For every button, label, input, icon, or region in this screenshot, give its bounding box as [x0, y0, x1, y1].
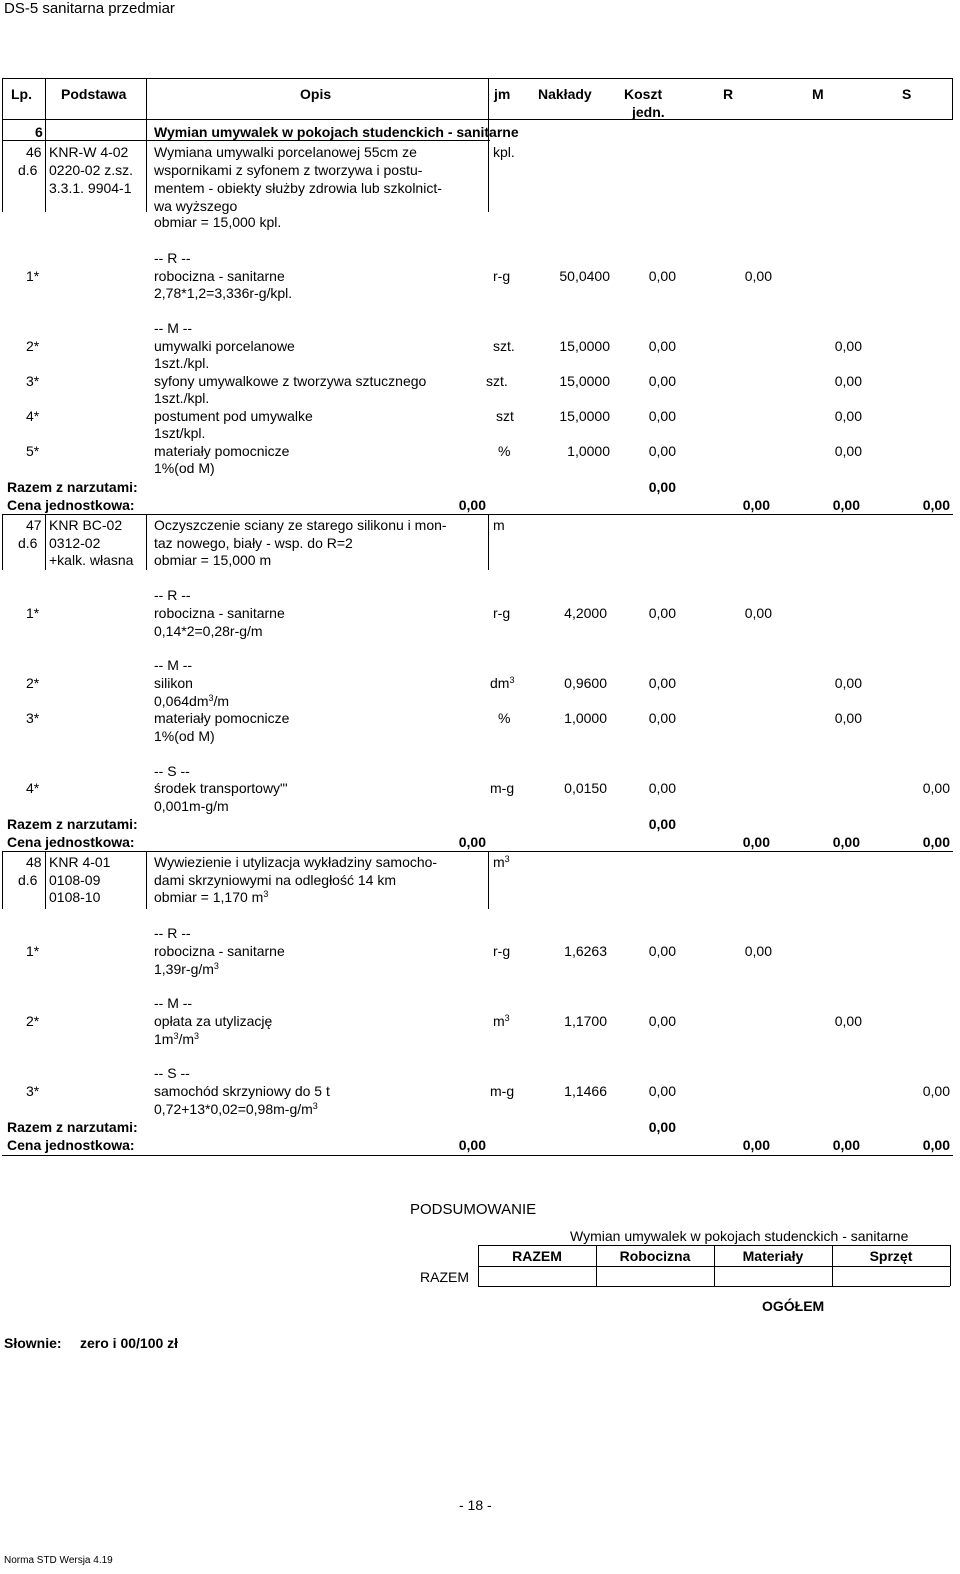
pos46-lp: 46	[26, 144, 42, 160]
pos46-r1-jm: r-g	[493, 268, 511, 284]
pos48-m2-jm: $m^3$	[493, 1013, 510, 1029]
pos47-cena-value: 0,00	[458, 834, 486, 850]
pos47-r1-norm: 0,14*2=0,28r-g/m	[154, 623, 263, 639]
pos48-m2-lp: 2*	[26, 1013, 40, 1029]
footer-version: Norma STD Wersja 4.19	[4, 1555, 113, 1566]
pos46-m2-norm: 1szt./kpl.	[154, 355, 210, 371]
pos47-razem-value: 0,00	[648, 816, 676, 832]
pos48-s3-jm: m-g	[490, 1083, 515, 1099]
pos46-m5-m: 0,00	[834, 443, 862, 459]
pos47-m-header: -- M --	[154, 657, 193, 673]
pos48-m2-naklady: 1,1700	[564, 1013, 607, 1029]
pos47-m2-lp: 2*	[26, 675, 40, 691]
pos46-r-header: -- R --	[154, 250, 191, 266]
header-opis: Opis	[300, 86, 332, 102]
pos47-m2-koszt: 0,00	[648, 675, 676, 691]
pos46-jm: kpl.	[493, 144, 515, 160]
pos47-s4-koszt: 0,00	[648, 780, 676, 796]
pos48-r1-lp: 1*	[26, 943, 40, 959]
pos47-m3-naklady: 1,0000	[564, 710, 607, 726]
pos48-cena-label: Cena jednostkowa:	[7, 1137, 135, 1153]
pos48-r1-norm: $1,39r-g/m^3$	[154, 961, 219, 977]
pos46-m3-lp: 3*	[26, 373, 40, 389]
pos46-cena-label: Cena jednostkowa:	[7, 497, 135, 513]
pos48-s3-s: 0,00	[922, 1083, 950, 1099]
pos46-obmiar: obmiar = 15,000 kpl.	[154, 214, 282, 230]
header-naklady: Nakłady	[538, 86, 592, 102]
pos47-cena-label: Cena jednostkowa:	[7, 834, 135, 850]
pos47-cena-m: 0,00	[832, 834, 860, 850]
pos46-m4-norm: 1szt/kpl.	[154, 425, 206, 441]
pos46-m4-name: postument pod umywalke	[154, 408, 313, 424]
pos48-r-header: -- R --	[154, 925, 191, 941]
header-jm: jm	[494, 86, 511, 102]
header-r: R	[723, 86, 734, 102]
pos47-r1-naklady: 4,2000	[564, 605, 607, 621]
pos46-cena-s: 0,00	[922, 497, 950, 513]
pos46-razem-value: 0,00	[648, 479, 676, 495]
summary-row-label: RAZEM	[420, 1269, 469, 1285]
pos47-cena-s: 0,00	[922, 834, 950, 850]
pos47-r1-koszt: 0,00	[648, 605, 676, 621]
pos48-podstawa-2: 0108-09	[49, 872, 101, 888]
pos46-m3-m: 0,00	[834, 373, 862, 389]
summary-col-robocizna: Robocizna	[619, 1248, 691, 1264]
header-koszt: Koszt	[624, 86, 663, 102]
pos46-m2-name: umywalki porcelanowe	[154, 338, 295, 354]
pos47-lp: 47	[26, 517, 42, 533]
pos48-podstawa-1: KNR 4-01	[49, 854, 111, 870]
pos48-s3-koszt: 0,00	[648, 1083, 676, 1099]
pos47-s4-norm: 0,001m-g/m	[154, 798, 229, 814]
pos48-cena-value: 0,00	[458, 1137, 486, 1153]
pos46-m4-koszt: 0,00	[648, 408, 676, 424]
pos48-r1-r: 0,00	[744, 943, 772, 959]
header-podstawa: Podstawa	[61, 86, 127, 102]
pos46-cena-m: 0,00	[832, 497, 860, 513]
slownie-value: zero i 00/100 zł	[80, 1335, 179, 1351]
pos46-m5-lp: 5*	[26, 443, 40, 459]
pos47-m2-norm: $0,064dm^3/m$	[154, 693, 230, 709]
pos48-jm: $m^3$	[493, 854, 510, 870]
pos46-m2-m: 0,00	[834, 338, 862, 354]
pos47-m2-naklady: 0,9600	[564, 675, 607, 691]
pos46-m5-koszt: 0,00	[648, 443, 676, 459]
pos48-cena-s: 0,00	[922, 1137, 950, 1153]
pos47-s4-jm: m-g	[490, 780, 515, 796]
pos46-podstawa-2: 0220-02 z.sz.	[49, 162, 134, 178]
pos48-s-header: -- S --	[154, 1065, 190, 1081]
pos47-cena-r: 0,00	[742, 834, 770, 850]
pos46-m3-norm: 1szt./kpl.	[154, 390, 210, 406]
pos47-podstawa-3: +kalk. własna	[49, 552, 134, 568]
pos47-podstawa-2: 0312-02	[49, 535, 101, 551]
pos48-r1-naklady: 1,6263	[564, 943, 607, 959]
pos48-m2-norm: $1m^3/m^3$	[154, 1031, 200, 1047]
page-number: - 18 -	[459, 1497, 492, 1513]
pos47-r1-jm: r-g	[493, 605, 511, 621]
pos46-m4-jm: szt	[496, 408, 514, 424]
pos46-r1-r: 0,00	[744, 268, 772, 284]
section-number: 6	[35, 124, 43, 140]
pos47-m3-jm: %	[498, 710, 511, 726]
pos46-m2-lp: 2*	[26, 338, 40, 354]
pos46-m2-jm: szt.	[493, 338, 515, 354]
pos46-m-header: -- M --	[154, 320, 193, 336]
pos47-m3-m: 0,00	[834, 710, 862, 726]
pos47-s-header: -- S --	[154, 763, 190, 779]
pos48-r1-name: robocizna - sanitarne	[154, 943, 285, 959]
pos47-s4-name: środek transportowy"'	[154, 780, 288, 796]
pos46-razem-label: Razem z narzutami:	[7, 479, 138, 495]
pos48-s3-name: samochód skrzyniowy do 5 t	[154, 1083, 330, 1099]
summary-title: PODSUMOWANIE	[410, 1201, 537, 1218]
pos46-m2-naklady: 15,0000	[559, 338, 610, 354]
pos47-opis-1: Oczyszczenie sciany ze starego silikonu i mon-	[154, 517, 447, 533]
pos46-m5-norm: 1%(od M)	[154, 460, 215, 476]
pos46-m3-jm: szt.	[486, 373, 508, 389]
pos46-r1-koszt: 0,00	[648, 268, 676, 284]
pos47-r1-lp: 1*	[26, 605, 40, 621]
pos48-m2-m: 0,00	[834, 1013, 862, 1029]
pos46-m2-koszt: 0,00	[648, 338, 676, 354]
pos48-lp: 48	[26, 854, 42, 870]
pos47-obmiar: obmiar = 15,000 m	[154, 552, 272, 568]
pos47-r-header: -- R --	[154, 587, 191, 603]
section-title: Wymian umywalek w pokojach studenckich - sanitarne	[154, 124, 519, 140]
pos46-opis-1: Wymiana umywalki porcelanowej 55cm ze	[154, 144, 417, 160]
pos48-r1-koszt: 0,00	[648, 943, 676, 959]
pos46-r1-lp: 1*	[26, 268, 40, 284]
pos46-m3-koszt: 0,00	[648, 373, 676, 389]
pos48-m2-koszt: 0,00	[648, 1013, 676, 1029]
pos48-lp-d: d.6	[18, 872, 38, 888]
summary-ogolem: OGÓŁEM	[762, 1298, 825, 1314]
pos47-m2-name: silikon	[154, 675, 193, 691]
pos47-lp-d: d.6	[18, 535, 38, 551]
pos47-m3-koszt: 0,00	[648, 710, 676, 726]
pos48-opis-1: Wywiezienie i utylizacja wykładziny samocho-	[154, 854, 438, 870]
pos46-cena-r: 0,00	[742, 497, 770, 513]
pos46-lp-d: d.6	[18, 162, 38, 178]
header-s: S	[902, 86, 912, 102]
pos48-s3-naklady: 1,1466	[564, 1083, 607, 1099]
pos47-razem-label: Razem z narzutami:	[7, 816, 138, 832]
pos46-m5-name: materiały pomocnicze	[154, 443, 290, 459]
pos48-cena-r: 0,00	[742, 1137, 770, 1153]
pos46-cena-value: 0,00	[458, 497, 486, 513]
summary-col-sprzet: Sprzęt	[869, 1248, 913, 1264]
header-koszt-jedn: jedn.	[632, 104, 665, 120]
pos47-opis-2: taz nowego, biały - wsp. do R=2	[154, 535, 353, 551]
pos48-s3-norm: $0,72+13*0,02=0,98m-g/m^3$	[154, 1101, 318, 1117]
pos47-s4-lp: 4*	[26, 780, 40, 796]
pos46-m4-m: 0,00	[834, 408, 862, 424]
pos47-r1-name: robocizna - sanitarne	[154, 605, 285, 621]
pos46-podstawa-1: KNR-W 4-02	[49, 144, 129, 160]
pos48-razem-value: 0,00	[648, 1119, 676, 1135]
pos47-m2-m: 0,00	[834, 675, 862, 691]
pos48-opis-2: dami skrzyniowymi na odległość 14 km	[154, 872, 396, 888]
pos48-m2-name: opłata za utylizację	[154, 1013, 273, 1029]
pos48-cena-m: 0,00	[832, 1137, 860, 1153]
slownie-label: Słownie:	[4, 1335, 62, 1351]
pos47-jm: m	[493, 517, 505, 533]
header-frame	[2, 78, 953, 120]
pos48-podstawa-3: 0108-10	[49, 889, 101, 905]
pos48-r1-jm: r-g	[493, 943, 511, 959]
pos46-m3-name: syfony umywalkowe z tworzywa sztucznego	[154, 373, 427, 389]
summary-section-name: Wymian umywalek w pokojach studenckich - sanitarne	[570, 1228, 909, 1244]
pos46-opis-3: mentem - obiekty służby zdrowia lub szkolnict-	[154, 180, 442, 196]
pos47-r1-r: 0,00	[744, 605, 772, 621]
pos48-m-header: -- M --	[154, 995, 193, 1011]
pos46-m4-naklady: 15,0000	[559, 408, 610, 424]
pos47-m3-norm: 1%(od M)	[154, 728, 215, 744]
pos46-r1-naklady: 50,0400	[559, 268, 610, 284]
header-m: M	[812, 86, 824, 102]
pos46-m4-lp: 4*	[26, 408, 40, 424]
pos48-obmiar: obmiar = 1,170 $m^3$	[154, 889, 269, 905]
pos48-razem-label: Razem z narzutami:	[7, 1119, 138, 1135]
summary-col-razem: RAZEM	[512, 1248, 562, 1264]
pos47-s4-naklady: 0,0150	[564, 780, 607, 796]
pos47-s4-s: 0,00	[922, 780, 950, 796]
pos46-m3-naklady: 15,0000	[559, 373, 610, 389]
pos46-opis-4: wa wyższego	[154, 198, 238, 214]
pos46-m5-naklady: 1,0000	[567, 443, 610, 459]
pos46-podstawa-3: 3.3.1. 9904-1	[49, 180, 132, 196]
pos46-opis-2: wspornikami z syfonem z tworzywa i postu-	[154, 162, 423, 178]
pos47-m2-jm: $dm^3$	[490, 675, 515, 691]
pos47-podstawa-1: KNR BC-02	[49, 517, 123, 533]
pos47-m3-lp: 3*	[26, 710, 40, 726]
header-lp: Lp.	[11, 86, 32, 102]
pos46-r1-norm: 2,78*1,2=3,336r-g/kpl.	[154, 285, 293, 301]
pos46-m5-jm: %	[498, 443, 511, 459]
pos48-s3-lp: 3*	[26, 1083, 40, 1099]
pos47-m3-name: materiały pomocnicze	[154, 710, 290, 726]
pos46-r1-name: robocizna - sanitarne	[154, 268, 285, 284]
summary-col-materialy: Materiały	[742, 1248, 804, 1264]
window-title: DS-5 sanitarna przedmiar	[4, 0, 175, 17]
